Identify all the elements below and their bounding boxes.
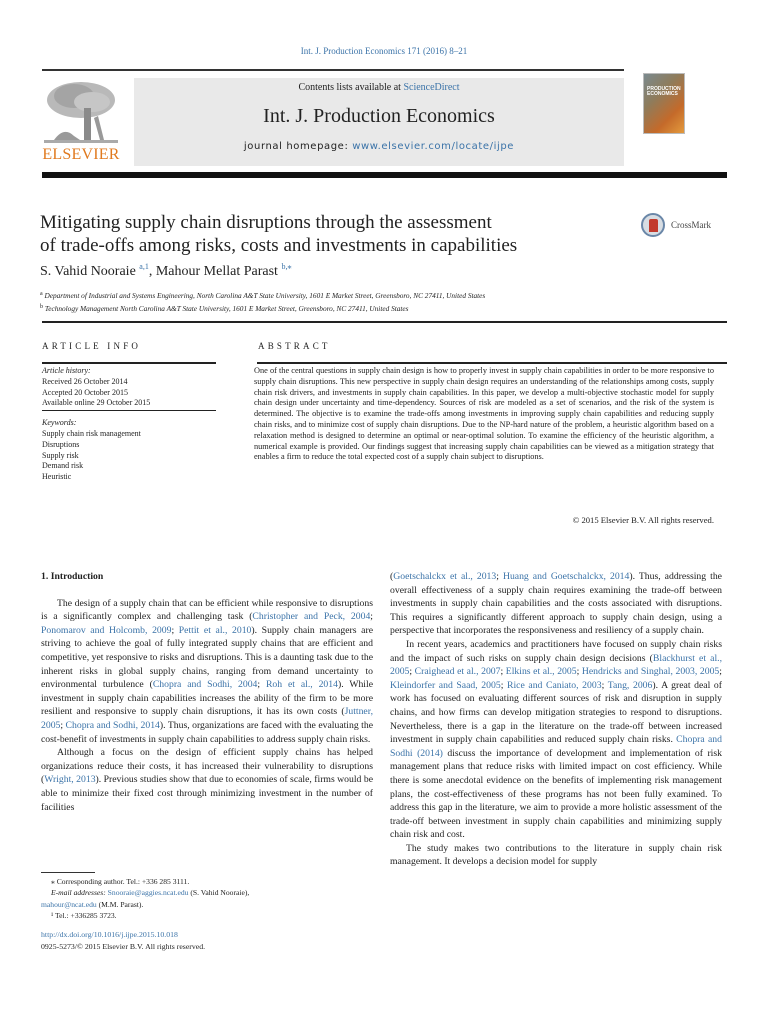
history-accepted: Accepted 20 October 2015: [42, 387, 128, 397]
citation-link[interactable]: Hendricks and Singhal, 2003, 2005: [581, 666, 720, 678]
paragraph: In recent years, academics and practitioners have focused on supply chain risks and the impact of such risks on supply chain design decisions (Blackhurst et al., 2005; Craighead et al., 2007; Elkins et al., 2005; Hendricks and Singhal, 2003, 2005; Kleindorfer and Saad, 2005; Rice and Caniato, 2003; Tang, 2006). A great deal of work has focused on evaluating different sources of risk and disruption in supply chains, and how firms can develop mitigation strategies to respond to disruptions. Nevertheless, there is a gap in the literature on the trade-off between increased investment in supply chain capabilities and reduced supply chain risks. Chopra and Sodhi (2014) discuss the importance of development and implementation of risk management plans that reduce risks with limited impact on cost efficiency. While there is some anecdotal evidence on the benefits of implementing risk management plans, the cost-effectiveness of these programs has not been fully examined. To address this gap in the literature, we aim to provide a more holistic assessment of the trade-off between investment in supply chain capabilities and minimizing supply chain risk and cost.: [390, 638, 722, 841]
keywords-label: Keywords:: [42, 418, 77, 428]
footnotes: [41, 876, 371, 921]
history-label: Article history:: [42, 366, 91, 375]
paragraph: Although a focus on the design of efficient supply chains has helped organizations reduce their costs, it has increased their vulnerability to disruptions (Wright, 2013). Previous studies show that due to economies of scale, firms would be able to minimize their fixed cost through minimizing investment in the number of facilities: [41, 747, 373, 813]
cover-title: PRODUCTION ECONOMICS: [647, 86, 681, 98]
affiliation-a: $^a$ Department of Industrial and Systems Engineering, North Carolina A&T State University, 1601 E Market Street, Greensboro, NC 27411, United States: [40, 291, 486, 300]
keywords: [42, 418, 222, 483]
citation-link[interactable]: Chopra and Sodhi (2014): [390, 734, 722, 759]
affiliation-b: $^b$ Technology Management North Carolina A&T State University, 1601 E Market Street, Greensboro, NC 27411, United States: [40, 303, 409, 313]
running-head[interactable]: Int. J. Production Economics 171 (2016) 8–21: [300, 46, 468, 56]
abstract-copyright: © 2015 Elsevier B.V. All rights reserved.: [572, 515, 714, 525]
masthead-rule-top: [42, 69, 624, 71]
citation-link[interactable]: Rice and Caniato, 2003: [507, 679, 602, 691]
citation-link[interactable]: Roh et al., 2014: [265, 679, 338, 691]
elsevier-logo[interactable]: [40, 78, 122, 164]
elsevier-tree-icon: [44, 78, 118, 144]
citation-link[interactable]: Tang, 2006: [607, 679, 653, 691]
paragraph: The design of a supply chain that can be efficient while responsive to disruptions is a significantly complex and challenging task (Christopher and Peck, 2004; Ponomarov and Holcomb, 2009; Pettit et al., 2010). Supply chain managers are striving to achieve the goal of fully integrated supply chains that are efficient and competitive, yet responsive to risks and disruptions. This is a daunting task due to the inherent risks in global supply chains, ranging from demand uncertainty to environmental turbulence (Chopra and Sodhi, 2004; Roh et al., 2014). While investment in supply chain capabilities increases the ability of the firm to be more resilient and responsive to supply chain disruptions, it has its own costs (Juttner, 2005; Chopra and Sodhi, 2014). Thus, organizations are faced with the evaluating the cost-benefit of investments in supply chain capabilities to address supply chain risks.: [41, 597, 373, 745]
citation-link[interactable]: Ponomarov and Holcomb, 2009: [41, 624, 172, 636]
body-column-left: [41, 570, 373, 814]
author-name: Mahour Mellat Parast: [155, 264, 278, 279]
article-info-heading: ARTICLE INFO: [42, 341, 142, 351]
body-column-right: [390, 570, 722, 869]
email-link[interactable]: Snooraie@aggies.ncat.edu: [107, 888, 189, 898]
citation-link[interactable]: Blackhurst et al., 2005: [390, 652, 722, 678]
section-heading-introduction: 1. Introduction: [41, 571, 104, 582]
footnote-corresponding: ⁎ Corresponding author. Tel.: +336 285 3111.: [51, 877, 190, 886]
crossmark-label: CrossMark: [671, 220, 711, 230]
history-online: Available online 29 October 2015: [42, 398, 151, 408]
contents-line: Contents lists available at ScienceDirect: [298, 82, 460, 93]
keyword: Disruptions: [42, 439, 80, 449]
email-link[interactable]: mahour@ncat.edu: [41, 899, 97, 909]
issn-copyright: 0925-5273/© 2015 Elsevier B.V. All rights reserved.: [41, 941, 206, 951]
keyword: Heuristic: [42, 472, 72, 482]
paragraph: (Goetschalckx et al., 2013; Huang and Goetschalckx, 2014). Thus, addressing the overall effectiveness of a supply chain requires examining the trade-off between investments in supply chain capabilities and the costs associated with disruptions. This requires a significantly different approach to supply chain design, using a perspective that incorporates the responsiveness and resiliency of a supply chain.: [390, 571, 722, 637]
footnote-emails-cont: mahour@ncat.edu (M.M. Parast).: [41, 899, 144, 909]
article-info-rule: [42, 362, 216, 364]
abstract-rule: [257, 362, 727, 364]
author-name: S. Vahid Nooraie: [40, 264, 136, 279]
citation-link[interactable]: Elkins et al., 2005: [505, 666, 577, 678]
citation-link[interactable]: Wright, 2013: [44, 774, 96, 786]
doi-block: [41, 929, 371, 952]
abstract-heading: ABSTRACT: [258, 341, 331, 351]
masthead-box: [134, 78, 624, 166]
citation-link[interactable]: Chopra and Sodhi, 2014: [65, 719, 160, 731]
journal-name: Int. J. Production Economics: [263, 105, 495, 127]
journal-homepage-link[interactable]: www.elsevier.com/locate/ijpe: [352, 141, 515, 152]
citation-link[interactable]: Goetschalckx et al., 2013: [393, 571, 497, 582]
doi-link[interactable]: http://dx.doi.org/10.1016/j.ijpe.2015.10.018: [41, 930, 178, 939]
author-marks[interactable]: a,1: [139, 262, 149, 271]
history-received: Received 26 October 2014: [42, 376, 128, 386]
citation-link[interactable]: Christopher and Peck, 2004: [252, 611, 371, 623]
citation-link[interactable]: Juttner, 2005: [41, 706, 373, 731]
footnote-emails: E-mail addresses: Snooraie@aggies.ncat.edu (S. Vahid Nooraie),: [51, 888, 250, 898]
keyword: Supply chain risk management: [42, 428, 141, 438]
article-title: Mitigating supply chain disruptions through the assessment of trade-offs among risks, costs and investments in capabilities: [40, 212, 518, 256]
abstract-text: One of the central questions in supply chain design is how to properly invest in supply chain capabilities in order to be more responsive to supply chain disruptions. This new perspective in supply chain design requires an understanding of the relationships among costs, supply chain risk drivers, and investments in supply chain capabilities. In this paper, we develop a multi-objective stochastic model for supply chain design under uncertainty and time-dependency. Sources of risk are modeled as a set of scenarios, and the risk of the system is determined. The objective is to examine the trade-offs among investments in improving supply chain capabilities and reducing supply chain risks, and to minimize cost of supply chain disruptions. Due to the NP-hard nature of the problem, a heuristic algorithm based on a relaxation method is designed to determine an optimal or near-optimal solution. To examine the efficiency of the heuristic algorithm, a numerical example is provided. Our findings suggest that increasing supply chain capabilities can be viewed as a mitigation strategy that enables a firm to reduce the total expected cost of a supply chain subject to disruptions.: [254, 366, 714, 462]
sciencedirect-link[interactable]: ScienceDirect: [403, 82, 460, 93]
footnote-tel: ¹ Tel.: +336285 3723.: [51, 910, 117, 920]
author-marks[interactable]: b,⁎: [281, 262, 292, 271]
crossmark-badge[interactable]: [641, 213, 731, 239]
citation-link[interactable]: Pettit et al., 2010: [178, 624, 252, 636]
author-list: S. Vahid Nooraie $^{a,1}$, Mahour Mellat Parast $^{b,⁎}$: [40, 262, 292, 279]
paragraph: The study makes two contributions to the literature in supply chain risk management. It develops a decision model for supply: [390, 842, 722, 868]
citation-link[interactable]: Huang and Goetschalckx, 2014: [502, 571, 630, 582]
crossmark-icon: [641, 213, 665, 237]
elsevier-wordmark: ELSEVIER: [42, 146, 120, 163]
header-divider: [42, 321, 727, 323]
affiliations: [40, 289, 485, 314]
keyword: Demand risk: [42, 461, 84, 471]
journal-cover-thumbnail[interactable]: [643, 73, 685, 134]
citation-link[interactable]: Craighead et al., 2007: [414, 666, 501, 678]
citation-link[interactable]: Chopra and Sodhi, 2004: [152, 679, 258, 691]
keyword: Supply risk: [42, 450, 79, 460]
masthead-rule-bottom: [42, 172, 727, 178]
homepage-line: journal homepage: www.elsevier.com/locate/ijpe: [243, 141, 515, 152]
footnote-rule: [41, 872, 95, 873]
citation-link[interactable]: Kleindorfer and Saad, 2005: [390, 679, 501, 691]
article-info: [42, 366, 222, 483]
